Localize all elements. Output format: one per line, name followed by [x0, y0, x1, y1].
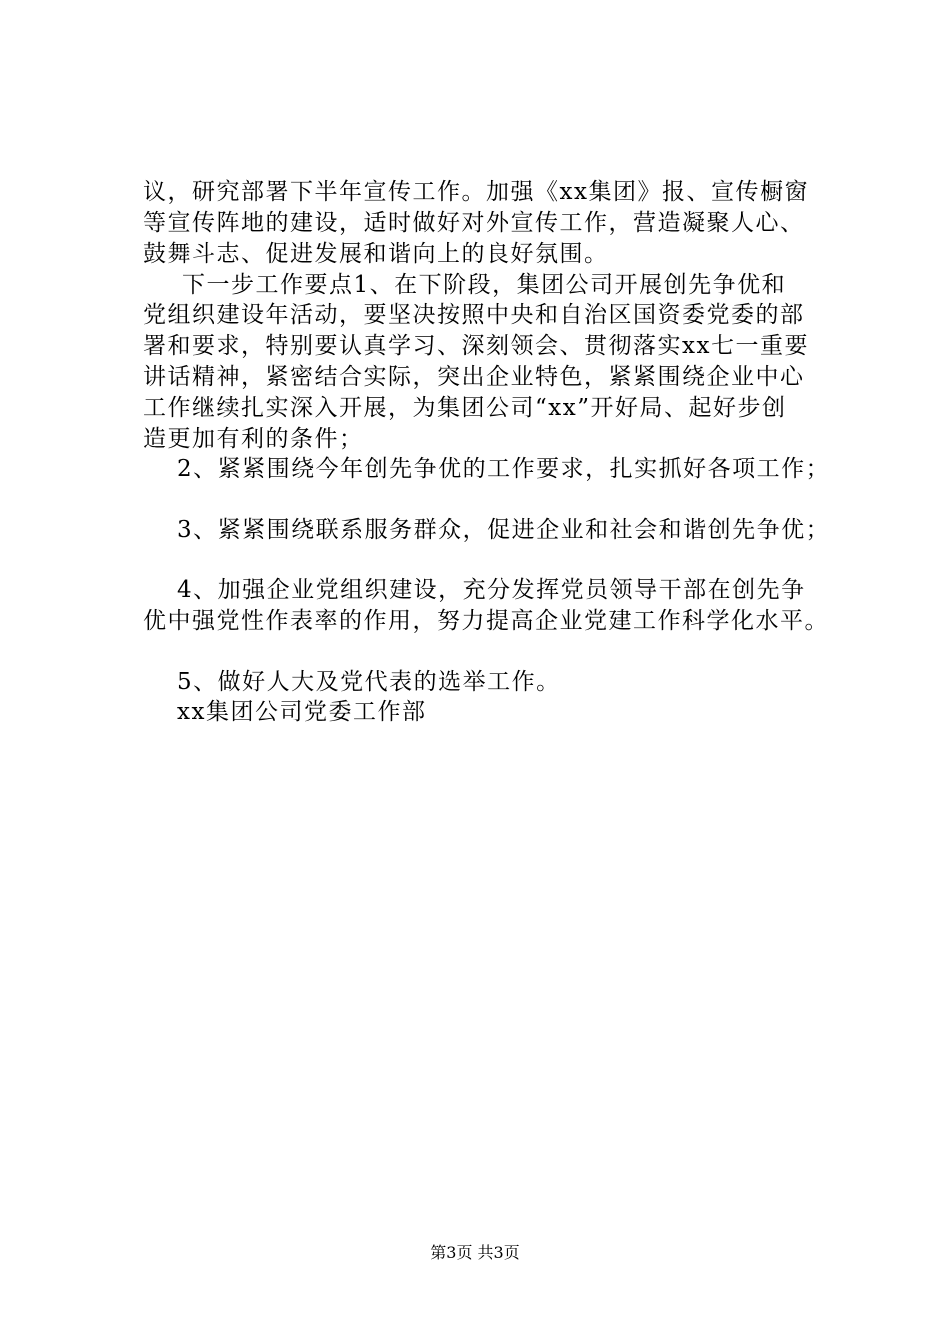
text-line: 工作继续扎实深入开展，为集团公司“xx”开好局、起好步创 [143, 395, 787, 421]
list-item-4: 4、加强企业党组织建设，充分发挥党员领导干部在创先争 [177, 577, 806, 603]
text-line: 等宣传阵地的建设，适时做好对外宣传工作，营造凝聚人心、 [143, 210, 805, 236]
list-item-5: 5、做好人大及党代表的选举工作。 [177, 669, 561, 695]
list-item-2: 2、紧紧围绕今年创先争优的工作要求，扎实抓好各项工作； [177, 456, 831, 482]
signature-line: xx集团公司党委工作部 [177, 699, 427, 725]
text-line: 造更加有利的条件； [143, 426, 364, 452]
text-line: 鼓舞斗志、促进发展和谐向上的良好氛围。 [143, 241, 609, 267]
text-line: 议，研究部署下半年宣传工作。加强《xx集团》报、宣传橱窗 [143, 179, 809, 205]
text-line: 署和要求，特别要认真学习、深刻领会、贯彻落实xx七一重要 [143, 333, 809, 359]
text-line: 优中强党性作表率的作用，努力提高企业党建工作科学化水平。 [143, 608, 829, 634]
page-footer: 第3页 共3页 [430, 1243, 520, 1262]
list-item-3: 3、紧紧围绕联系服务群众，促进企业和社会和谐创先争优； [177, 517, 831, 543]
text-line: 讲话精神，紧密结合实际，突出企业特色，紧紧围绕企业中心 [143, 364, 805, 390]
paragraph-start-line: 下一步工作要点1、在下阶段，集团公司开展创先争优和 [182, 272, 787, 298]
text-line: 党组织建设年活动，要坚决按照中央和自治区国资委党委的部 [143, 302, 805, 328]
